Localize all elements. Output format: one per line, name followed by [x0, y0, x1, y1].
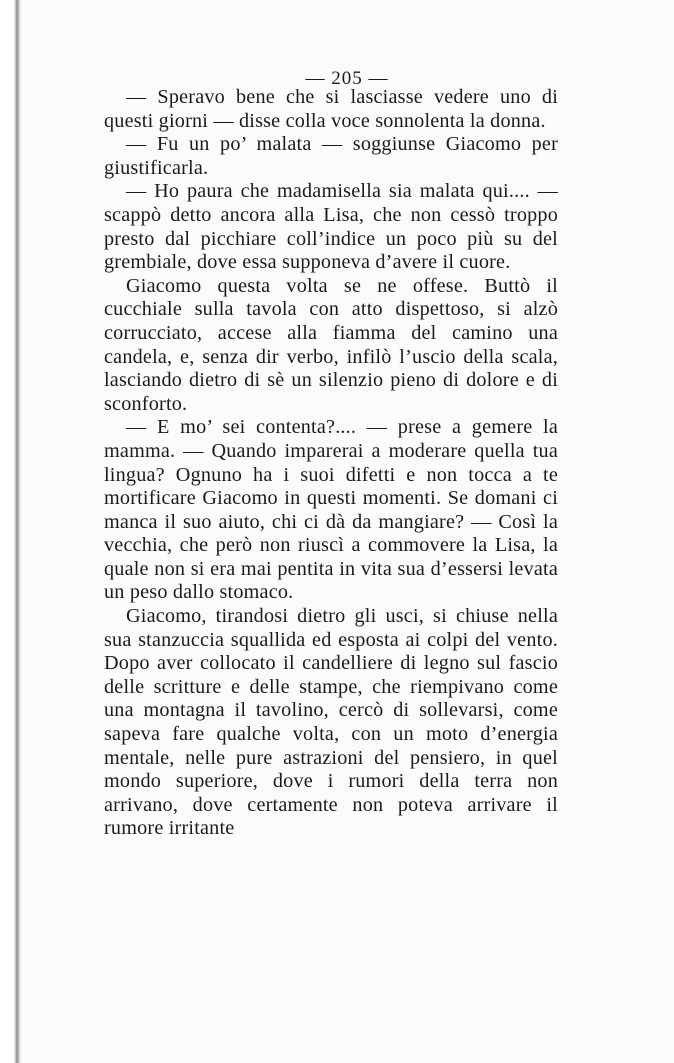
paragraph-3: — Ho paura che madamisella sia malata qui.... — scappò detto ancora alla Lisa, che non cessò troppo presto dal picchiare coll’indice un poco più su del grembiale, dove essa supponeva d’avere il cuore. [104, 180, 558, 274]
page-binding-edge [0, 0, 22, 1063]
page-number: — 205 — [305, 68, 389, 89]
paragraph-6: Giacomo, tirandosi dietro gli usci, si chiuse nella sua stanzuccia squallida ed esposta ai colpi del vento. Dopo aver collocato il candelliere di legno sul fascio delle scritture e delle stampe, che riempivano come una montagna il tavolino, cercò di sollevarsi, come sapeva fare qualche volta, con un moto d’energia mentale, nelle pure astrazioni del pensiero, in quel mondo superiore, dove i rumori della terra non arrivano, dove certamente non poteva arrivare il rumore irritante [104, 605, 558, 840]
paragraph-4: Giacomo questa volta se ne offese. Buttò il cucchiale sulla tavola con atto dispettoso, si alzò corrucciato, accese alla fiamma del camino una candela, e, senza dir verbo, infilò l’uscio della scala, lasciando dietro di sè un silenzio pieno di dolore e di sconforto. [104, 274, 558, 415]
paragraph-1: — Speravo bene che si lasciasse vedere uno di questi giorni — disse colla voce sonnolenta la donna. [104, 86, 558, 132]
body-text [104, 86, 558, 841]
paragraph-5: — E mo’ sei contenta?.... — prese a gemere la mamma. — Quando imparerai a moderare quella tua lingua? Ognuno ha i suoi difetti e non tocca a te mortificare Giacomo in questi momenti. Se domani ci manca il suo aiuto, chi ci dà da mangiare? — Così la vecchia, che però non riuscì a commovere la Lisa, la quale non si era mai pentita in vita sua d’essersi levata un peso dallo stomaco. [104, 416, 558, 604]
paragraph-2: — Fu un po’ malata — soggiunse Giacomo per giustificarla. [104, 133, 558, 179]
